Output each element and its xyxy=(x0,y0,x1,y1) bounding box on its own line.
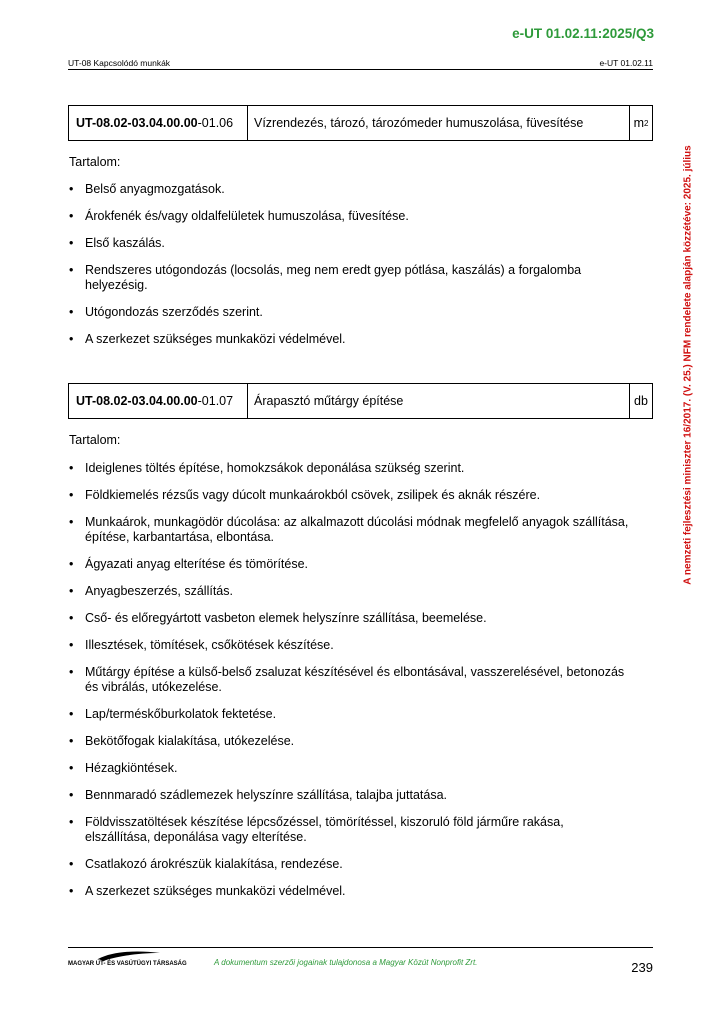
item-unit-base: db xyxy=(634,394,648,408)
item-title: Árapasztó műtárgy építése xyxy=(248,384,630,418)
item-unit-base: m xyxy=(633,116,644,130)
content-list xyxy=(69,182,629,359)
list-item: • Utógondozás szerződés szerint. xyxy=(69,305,629,320)
list-item: • Cső- és előregyártott vasbeton elemek helyszínre szállítása, beemelése. xyxy=(69,611,629,626)
copyright-notice: A dokumentum szerzői jogainak tulajdonosa a Magyar Közút Nonprofit Zrt. xyxy=(214,958,478,967)
running-header xyxy=(68,58,653,70)
item-header-table xyxy=(68,383,653,419)
content-list xyxy=(69,461,629,911)
item-code-main: UT-08.02-03.04.00.00 xyxy=(76,394,198,408)
section-title: UT-08 Kapcsolódó munkák xyxy=(68,58,171,68)
list-item: • Bekötőfogak kialakítása, utókezelése. xyxy=(69,734,629,749)
page-number: 239 xyxy=(631,960,653,975)
item-unit xyxy=(630,106,652,140)
list-item: • Ágyazati anyag elterítése és tömörítése. xyxy=(69,557,629,572)
list-item: • Anyagbeszerzés, szállítás. xyxy=(69,584,629,599)
list-item: • Illesztések, tömítések, csőkötések készítése. xyxy=(69,638,629,653)
list-item: • Rendszeres utógondozás (locsolás, meg nem eredt gyep pótlása, kaszálás) a forgalomba helyezésig. xyxy=(69,263,629,293)
item-unit-exponent: 2 xyxy=(643,118,649,128)
publication-note-container xyxy=(678,95,698,635)
item-code-suffix: -01.06 xyxy=(197,116,234,130)
list-item: • Első kaszálás. xyxy=(69,236,629,251)
list-item: • A szerkezet szükséges munkaközi védelmével. xyxy=(69,332,629,347)
publication-note: A nemzeti fejlesztési miniszter 16/2017. (V. 25.) NFM rendelete alapján közzétéve: 2025. július xyxy=(682,145,694,585)
content-label: Tartalom: xyxy=(69,433,121,447)
item-title: Vízrendezés, tározó, tározómeder humuszolása, füvesítése xyxy=(248,106,630,140)
list-item: • Hézagkiöntések. xyxy=(69,761,629,776)
list-item: • Földkiemelés rézsűs vagy dúcolt munkaárokból csövek, zsilipek és aknák részére. xyxy=(69,488,629,503)
item-code xyxy=(69,384,248,418)
item-code-main: UT-08.02-03.04.00.00 xyxy=(76,116,198,130)
list-item: • Műtárgy építése a külső-belső zsaluzat készítésével és elbontásával, vasszerelésével, betonozás és vibrálás, utókezelése. xyxy=(69,665,629,695)
list-item: • Belső anyagmozgatások. xyxy=(69,182,629,197)
item-code xyxy=(69,106,248,140)
logo-text: MAGYAR ÚT- ÉS VASÚTÜGYI TÁRSASÁG xyxy=(68,961,187,967)
list-item: • A szerkezet szükséges munkaközi védelmével. xyxy=(69,884,629,899)
list-item: • Lap/terméskőburkolatok fektetése. xyxy=(69,707,629,722)
list-item: • Munkaárok, munkagödör dúcolása: az alkalmazott dúcolási módnak megfelelő anyagok szállítása, építése, karbantartása, elbontása. xyxy=(69,515,629,545)
list-item: • Ideiglenes töltés építése, homokzsákok deponálása szükség szerint. xyxy=(69,461,629,476)
list-item: • Árokfenék és/vagy oldalfelületek humuszolása, füvesítése. xyxy=(69,209,629,224)
footer-rule xyxy=(68,947,653,948)
item-header-table xyxy=(68,105,653,141)
document-id: e-UT 01.02.11:2025/Q3 xyxy=(512,26,654,41)
item-unit xyxy=(630,384,652,418)
content-label: Tartalom: xyxy=(69,155,121,169)
list-item: • Csatlakozó árokrészük kialakítása, rendezése. xyxy=(69,857,629,872)
item-code-suffix: -01.07 xyxy=(197,394,234,408)
list-item: • Földvisszatöltések készítése lépcsőzéssel, tömörítéssel, kiszoruló föld járműre rakása, elszállítása, deponálása vagy elterítése. xyxy=(69,815,629,845)
list-item: • Bennmaradó szádlemezek helyszínre szállítása, talajba juttatása. xyxy=(69,788,629,803)
document-short-id: e-UT 01.02.11 xyxy=(599,58,653,68)
